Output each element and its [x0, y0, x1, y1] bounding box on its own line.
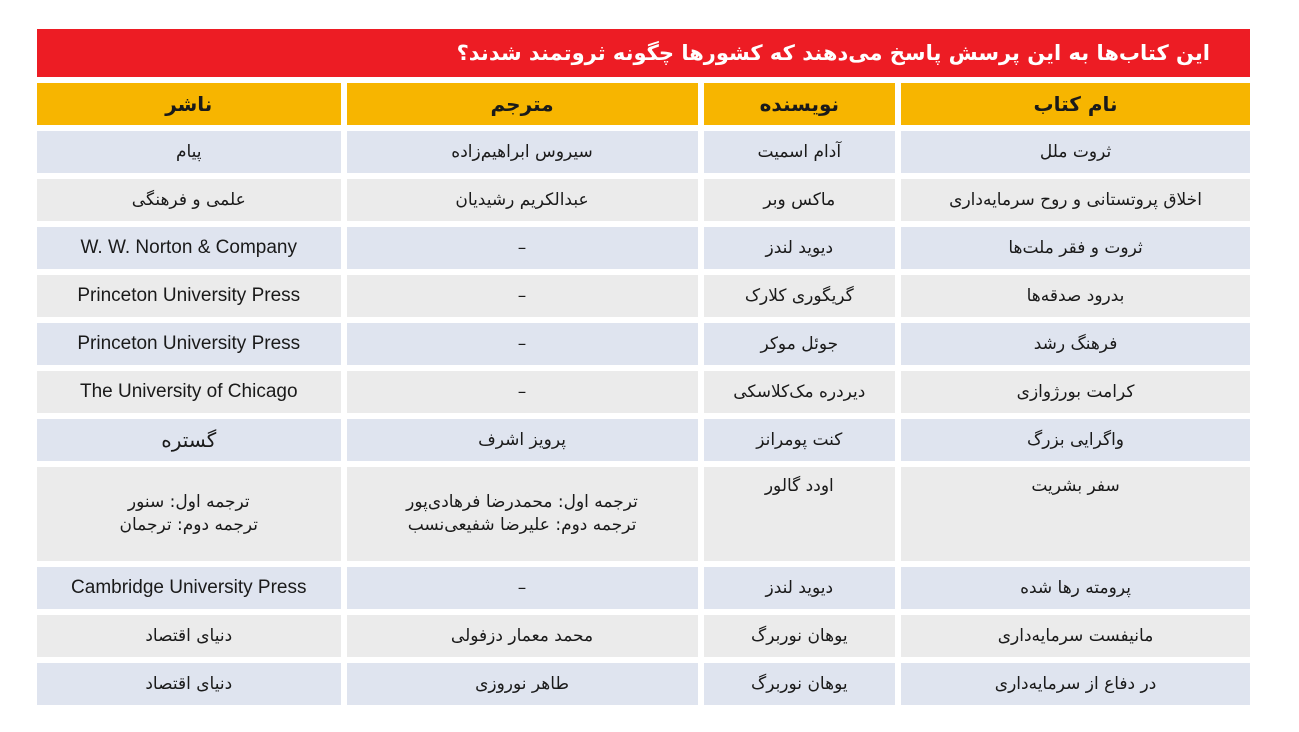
book-name: کرامت بورژوازی: [895, 365, 1250, 413]
translator-line-1: ترجمه اول: محمدرضا فرهادی‌پور: [406, 492, 638, 513]
book-name: پرومته رها شده: [895, 561, 1250, 609]
publisher-name: W. W. Norton & Company: [37, 221, 341, 269]
translator-name: پرویز اشرف: [341, 413, 698, 461]
table-title: این کتاب‌ها به این پرسش پاسخ می‌دهند که کشورها چگونه ثروتمند شدند؟: [37, 29, 1250, 77]
author-name: ماکس وبر: [698, 173, 896, 221]
table-row: [37, 125, 1250, 173]
book-name: در دفاع از سرمایه‌داری: [895, 657, 1250, 705]
table-row: [37, 317, 1250, 365]
author-name: دیوید لندز: [698, 221, 896, 269]
translator-name: عبدالکریم رشیدیان: [341, 173, 698, 221]
book-name: ثروت و فقر ملت‌ها: [895, 221, 1250, 269]
translator-name: –: [341, 561, 698, 609]
publisher-name: دنیای اقتصاد: [37, 657, 341, 705]
header-author: نویسنده: [698, 83, 896, 125]
table-row: [37, 221, 1250, 269]
header-row: [37, 83, 1250, 125]
header-book: نام کتاب: [895, 83, 1250, 125]
publisher-name: The University of Chicago: [37, 365, 341, 413]
translator-line-2: ترجمه دوم: علیرضا شفیعی‌نسب: [407, 515, 637, 535]
author-name: یوهان نوربرگ: [698, 657, 896, 705]
translator-cell: [341, 461, 698, 561]
publisher-name: Princeton University Press: [37, 317, 341, 365]
author-name: دیردره مک‌کلاسکی: [698, 365, 896, 413]
author-name: اودد گالور: [698, 461, 896, 561]
publisher-name: Cambridge University Press: [37, 561, 341, 609]
table-row: [37, 657, 1250, 705]
publisher-line-2: ترجمه دوم: ترجمان: [119, 515, 259, 535]
table-row: [37, 365, 1250, 413]
book-name: ثروت ملل: [895, 125, 1250, 173]
table-row: [37, 413, 1250, 461]
book-name: بدرود صدقه‌ها: [895, 269, 1250, 317]
author-name: یوهان نوربرگ: [698, 609, 896, 657]
publisher-name: پیام: [37, 125, 341, 173]
table-row: [37, 561, 1250, 609]
table-row: [37, 461, 1250, 561]
translator-name: –: [341, 365, 698, 413]
book-table-panel: [37, 29, 1250, 705]
author-name: جوئل موکر: [698, 317, 896, 365]
table-row: [37, 173, 1250, 221]
book-name: واگرایی بزرگ: [895, 413, 1250, 461]
books-table: [37, 83, 1250, 705]
author-name: آدام اسمیت: [698, 125, 896, 173]
publisher-name: دنیای اقتصاد: [37, 609, 341, 657]
author-name: کنت پومرانز: [698, 413, 896, 461]
publisher-name: Princeton University Press: [37, 269, 341, 317]
translator-name: –: [341, 221, 698, 269]
translator-name: سیروس ابراهیم‌زاده: [341, 125, 698, 173]
translator-name: –: [341, 317, 698, 365]
book-name: مانیفست سرمایه‌داری: [895, 609, 1250, 657]
header-translator: مترجم: [341, 83, 698, 125]
publisher-name: گستره: [37, 413, 341, 461]
publisher-cell: [37, 461, 341, 561]
book-name: اخلاق پروتستانی و روح سرمایه‌داری: [895, 173, 1250, 221]
book-name: سفر بشریت: [895, 461, 1250, 561]
header-publisher: ناشر: [37, 83, 341, 125]
publisher-name: علمی و فرهنگی: [37, 173, 341, 221]
table-row: [37, 609, 1250, 657]
table-row: [37, 269, 1250, 317]
translator-name: طاهر نوروزی: [341, 657, 698, 705]
author-name: دیوید لندز: [698, 561, 896, 609]
book-name: فرهنگ رشد: [895, 317, 1250, 365]
publisher-line-1: ترجمه اول: سنور: [127, 492, 250, 513]
translator-name: محمد معمار دزفولی: [341, 609, 698, 657]
translator-name: –: [341, 269, 698, 317]
author-name: گریگوری کلارک: [698, 269, 896, 317]
